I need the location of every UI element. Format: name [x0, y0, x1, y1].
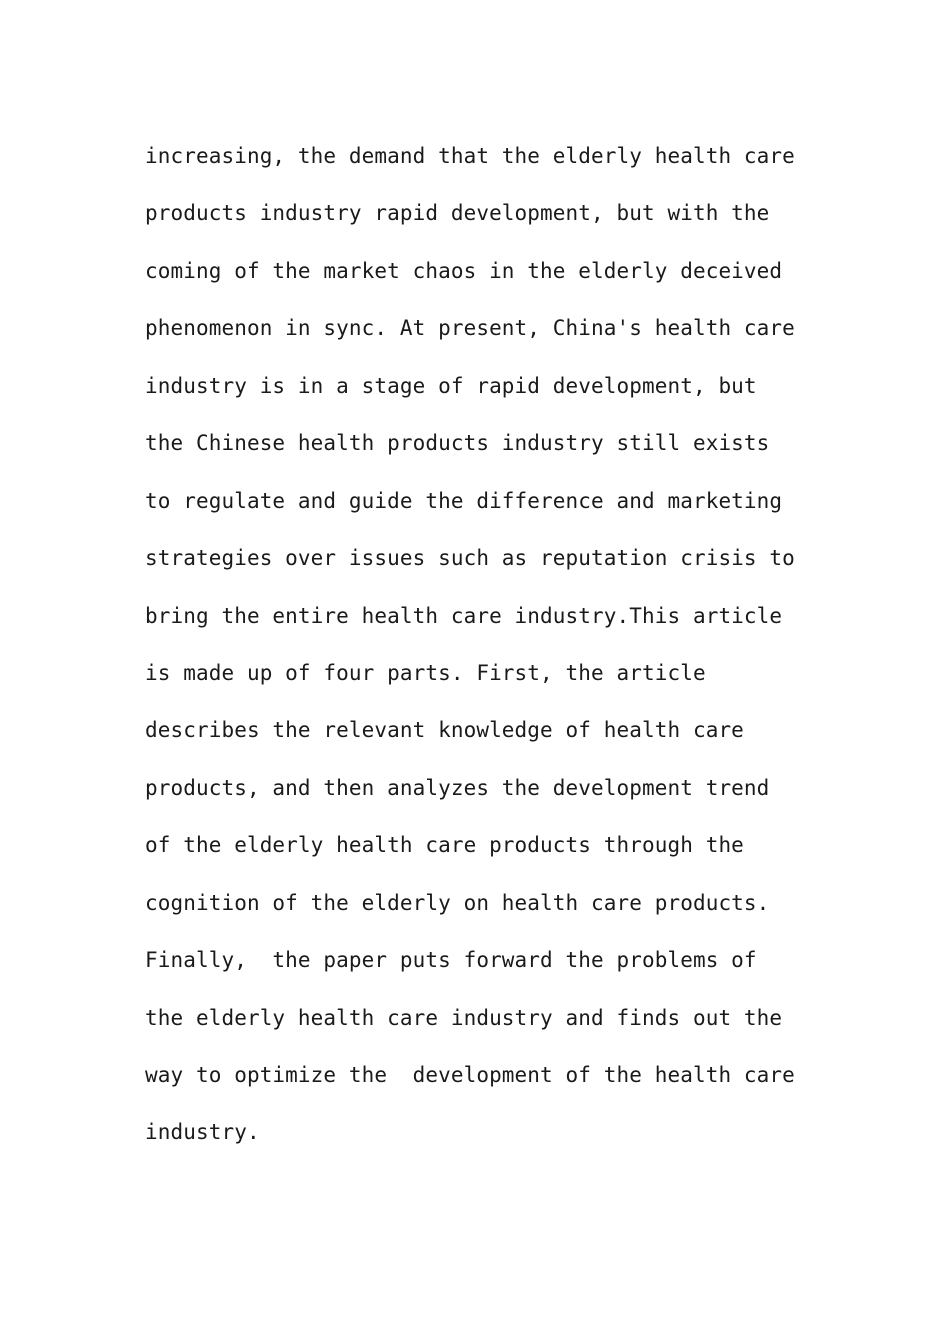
- text-line-13: of the elderly health care products through the: [145, 833, 744, 858]
- text-line-17: way to optimize the development of the health care: [145, 1063, 795, 1087]
- text-line-15: Finally, the paper puts forward the problems of: [145, 948, 757, 973]
- text-line-3: coming of the market chaos in the elderly deceived: [145, 258, 783, 283]
- text-line-5: industry is in a stage of rapid development, but: [145, 373, 757, 398]
- text-line-10: is made up of four parts. First, the article: [145, 660, 706, 685]
- text-line-9: bring the entire health care industry.This article: [145, 603, 783, 628]
- text-line-12: products, and then analyzes the development trend: [145, 775, 770, 800]
- text-line-11: describes the relevant knowledge of health care: [145, 718, 744, 743]
- text-line-1: increasing, the demand that the elderly health care: [145, 144, 795, 168]
- text-line-6: the Chinese health products industry still exists: [145, 431, 770, 456]
- text-line-8: strategies over issues such as reputation crisis to: [145, 546, 795, 571]
- text-line-2: products industry rapid development, but with the: [145, 201, 770, 226]
- text-line-18: industry.: [145, 1120, 260, 1145]
- text-line-4: phenomenon in sync. At present, China's health care: [145, 316, 795, 341]
- abstract-paragraph: [145, 128, 845, 1162]
- text-line-16: the elderly health care industry and finds out the: [145, 1005, 783, 1030]
- text-line-7: to regulate and guide the difference and marketing: [145, 488, 783, 513]
- text-line-14: cognition of the elderly on health care products.: [145, 890, 770, 915]
